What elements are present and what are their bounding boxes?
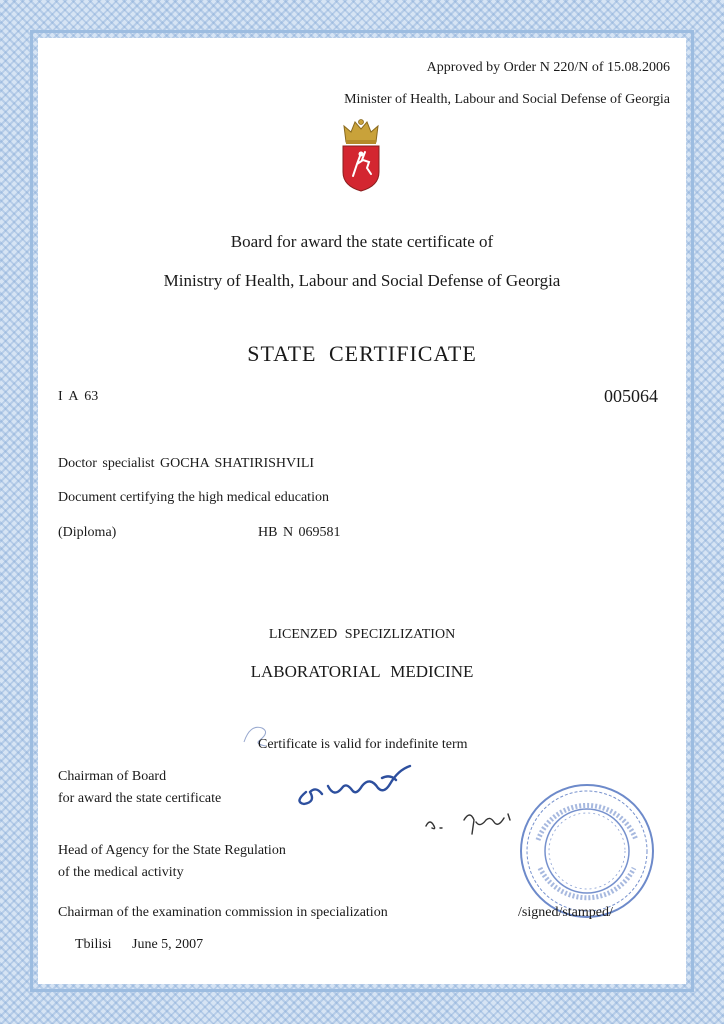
specialization-label: LICENZED SPECIZLIZATION: [268, 627, 456, 642]
exam-commission-chairman-title: Chairman of the examination commission in specialization: [58, 905, 388, 920]
validity-text: Certificate is valid for indefinite term: [258, 737, 468, 752]
diploma-number: HB N 069581: [258, 525, 341, 540]
issue-date: June 5, 2007: [132, 937, 204, 952]
certificate-number: 005064: [604, 386, 658, 406]
agency-head-title-line2: of the medical activity: [58, 865, 184, 880]
georgia-coat-of-arms-icon: [338, 116, 384, 192]
signed-stamped-note: /signed/stamped/: [518, 905, 613, 920]
chairman-title-line2: for award the state certificate: [58, 791, 222, 806]
approval-order-text: Approved by Order N 220/N of 15.08.2006: [426, 60, 670, 75]
certificate-title: STATE CERTIFICATE: [247, 341, 477, 366]
head-signature-icon: [420, 806, 520, 840]
minister-text: Minister of Health, Labour and Social Defense of Georgia: [344, 92, 670, 107]
issue-city: Tbilisi: [75, 937, 112, 952]
chairman-signature-icon: [286, 758, 422, 810]
certificate-series: I A 63: [58, 389, 99, 404]
official-stamp-icon: [516, 780, 658, 922]
specialization-value: LABORATORIAL MEDICINE: [250, 662, 474, 681]
board-title-line1: Board for award the state certificate of: [230, 232, 494, 251]
agency-head-title-line1: Head of Agency for the State Regulation: [58, 843, 286, 858]
education-document-line: Document certifying the high medical education: [58, 490, 329, 505]
board-title-line2: Ministry of Health, Labour and Social Defense of Georgia: [163, 271, 561, 290]
chairman-title-line1: Chairman of Board: [58, 769, 167, 784]
doctor-name-line: Doctor specialist GOCHA SHATIRISHVILI: [58, 456, 315, 471]
diploma-label: (Diploma): [58, 525, 117, 540]
